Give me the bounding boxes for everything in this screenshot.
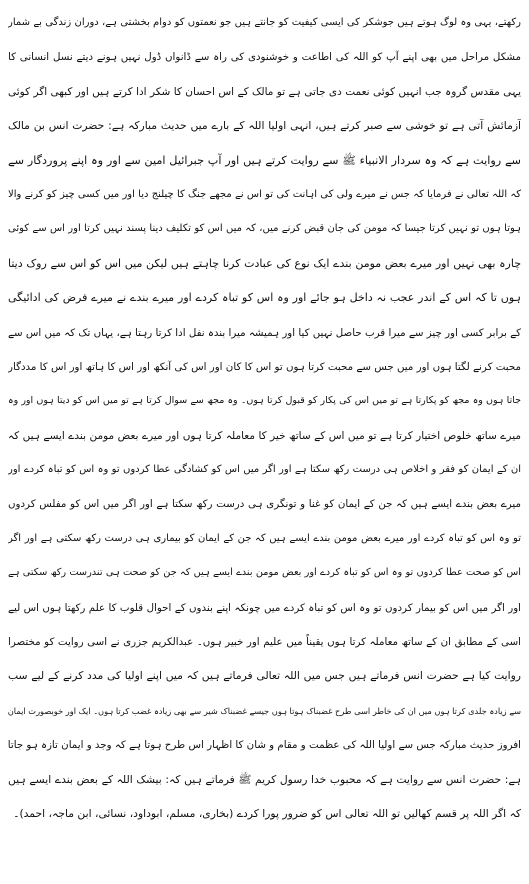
text-line: ہوں تا کہ اس کے اندر عجب نہ داخل ہو جائے اور وہ اس کو تباہ کردے اور میرے بندے نے میرے فرض کی ادائیگی (8, 291, 521, 305)
text-line: ان کے ایمان کو فقر و اخلاص ہی درست رکھ سکتا ہے اور اگر میں اس کو کشادگی عطا کردوں تو وہ اس کو تباہ کردے اور (8, 464, 521, 476)
text-line: روایت کیا ہے حضرت انس فرماتے ہیں جس میں اللہ تعالی فرماتے ہیں کہ میں اپنے اولیا کی مدد کرنے کے لیے سب (8, 669, 521, 683)
text-line: میرے بعض بندے ایسے ہیں کہ جن کے ایمان کو غنا و تونگری ہی درست رکھ سکتا ہے اور اگر میں اس کو مفلس کردوں (8, 498, 521, 511)
text-line: سے زیادہ جلدی کرتا ہوں میں ان کی خاطر اسی طرح غضبناک ہوتا ہوں جیسے غضبناک شیر سے بھی زیادہ غضب کرتا ہوں۔ ایک اور خوبصورت ایمان (8, 705, 521, 716)
text-line: اسی کے مطابق ان کے ساتھ معاملہ کرتا ہوں یقیناً میں علیم اور خبیر ہوں۔ عبدالکریم جزری نے اسی روایت کو مختصرا (8, 636, 521, 649)
text-line: میرے ساتھ خلوص اختیار کرتا ہے تو میں اس کے ساتھ خیر کا معاملہ کرتا ہوں اور میرے بعض مومن بندے ایسے ہیں کہ (8, 429, 521, 442)
text-line: یہی مقدس گروہ جب انہیں کوئی نعمت دی جاتی ہے تو مالک کے اس احسان کا شکر ادا کرتے ہیں اور کبھی اگر کوئی (8, 85, 521, 98)
text-line: افروز حدیث مبارکہ جس سے اولیا اللہ کی عظمت و مقام و شان کا اظہار اس طرح ہوتا ہے کہ وجد و ایمان تازہ ہو جاتا (8, 739, 521, 752)
text-line: آزمائش آتی ہے تو خوشی سے صبر کرتے ہیں، انہی اولیا اللہ کے بارے میں حدیث مبارکہ ہے: حضرت انس بن مالک (8, 119, 521, 133)
text-line: رکھتے، یہی وہ لوگ ہوتے ہیں جوشکر کی ایسی کیفیت کو جانتے ہیں جو نعمتوں کو دوام بخشتی ہے، دوران زندگی بے شمار (8, 17, 521, 28)
text-line: سے روایت ہے کہ وہ سردار الانبیاء ﷺ سے روایت کرتے ہیں اور آپ جبرائیل امین سے اور وہ اپنے پروردگار سے (8, 153, 521, 167)
text-line: کے برابر کسی اور چیز سے میرا قرب حاصل نہیں کیا اور ہمیشہ میرا بندہ نفل ادا کرتا رہتا ہے، یہاں تک کہ میں اس سے (8, 326, 521, 339)
text-line: اس کو صحت عطا کردوں تو وہ اس کو تباہ کردے اور بعض مومن بندے ایسے ہیں کہ جن کو صحت ہی تندرست رکھ سکتی ہے (8, 567, 521, 579)
text-line: کہ اگر اللہ پر قسم کھالیں تو اللہ تعالی اس کو ضرور پورا کردے (بخاری، مسلم، ابوداود، نسائی، ابن ماجہ، احمد)۔ (13, 806, 521, 820)
text-line: ہوتا ہوں تو نہیں کرتا جیسا کہ مومن کی جان قبض کرنے میں، کہ میں اس کو تکلیف دینا پسند نہیں کرتا اور اس سے کوئی (8, 223, 521, 235)
text-line: کہ اللہ تعالی نے فرمایا کہ جس نے میرے ولی کی اہانت کی تو اس نے مجھے جنگ کا چیلنج دیا اور میں کسی چیز کو کرنے والا (8, 188, 521, 200)
text-line: مشکل مراحل میں بھی اپنے آپ کو اللہ کی اطاعت و خوشنودی کی راہ سے ڈانواں ڈول نہیں ہونے دیتے نسل انسانی کا (8, 51, 521, 64)
text-line: تو وہ اس کو تباہ کردے اور میرے بعض مومن بندے ایسے ہیں کہ جن کے ایمان کو بیماری ہی درست رکھ سکتی ہے اور اگر (8, 532, 521, 544)
text-line: چارہ بھی نہیں اور میرے بعض مومن بندے ایک نوع کی عبادت کرنا چاہتے ہیں لیکن میں اس کو اس سے روک دیتا (8, 256, 521, 270)
urdu-text-block (8, 6, 521, 831)
text-line: محبت کرنے لگتا ہوں اور میں جس سے محبت کرتا ہوں تو اس کا کان اور اس کی آنکھ اور اس کا ہاتھ اور اس کا مددگار (8, 360, 521, 373)
text-line: اور اگر میں اس کو بیمار کردوں تو وہ اس کو تباہ کردے میں چونکہ اپنے بندوں کے احوال قلوب کا علم رکھتا ہوں اس لیے (8, 601, 521, 614)
text-line: جاتا ہوں وہ مجھ کو پکارتا ہے تو میں اس کی پکار کو قبول کرتا ہوں۔ وہ مجھ سے سوال کرتا ہے تو میں اس کو دیتا ہوں اور وہ (8, 395, 521, 407)
text-line: ہے: حضرت انس سے روایت ہے کہ محبوب خدا رسول کریم ﷺ فرماتے ہیں کہ: بیشک اللہ کے بعض بندے ایسے ہیں (8, 772, 521, 786)
